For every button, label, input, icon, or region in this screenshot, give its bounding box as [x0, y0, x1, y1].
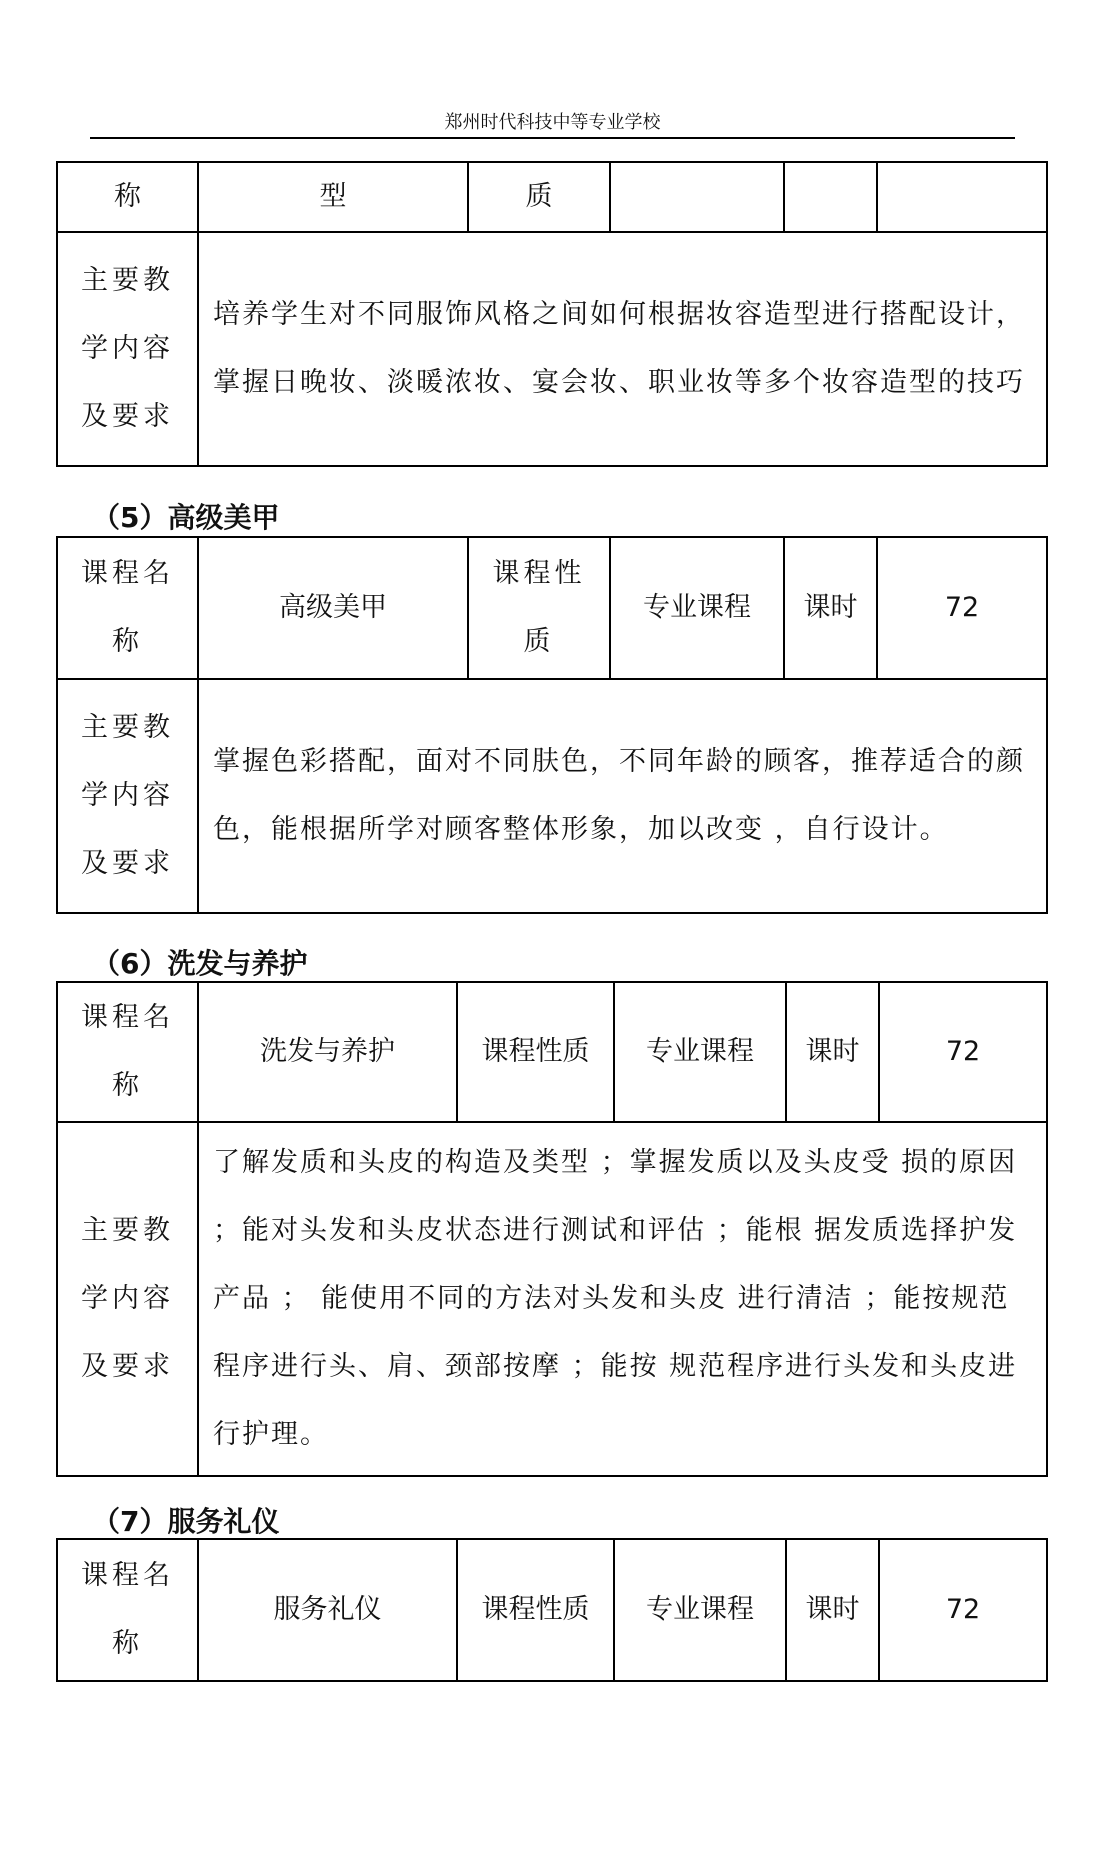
- course-nature: 专业课程: [614, 1539, 786, 1681]
- course-name: 洗发与养护: [198, 982, 457, 1122]
- course-table-continued: [56, 161, 1048, 467]
- header-divider: [90, 137, 1015, 139]
- hours-value: 72: [879, 1539, 1047, 1681]
- content-text: 掌握色彩搭配，面对不同肤色，不同年龄的顾客，推荐适合的颜色，能根据所学对顾客整体形象，加以改变 ，自行设计。: [198, 679, 1047, 913]
- name-label: 课程名 称: [57, 982, 198, 1122]
- nature-label: 课程性质: [457, 982, 614, 1122]
- content-text: 培养学生对不同服饰风格之间如何根据妆容造型进行搭配设计，掌握日晚妆、淡暖浓妆、宴会妆、职业妆等多个妆容造型的技巧: [198, 232, 1047, 466]
- course-table-5: [56, 536, 1048, 914]
- hours-label: 课时: [786, 1539, 879, 1681]
- nature-label-tail: 质: [468, 162, 610, 232]
- page-header: 郑州时代科技中等专业学校: [444, 112, 661, 133]
- course-nature: 专业课程: [614, 982, 786, 1122]
- empty-cell: [610, 162, 784, 232]
- nature-label: 课程性 质: [468, 537, 610, 679]
- course-name: 服务礼仪: [198, 1539, 457, 1681]
- content-label: 主要教 学内容 及要求: [57, 232, 198, 466]
- course-name: 高级美甲: [198, 537, 468, 679]
- section-heading-5: （5）高级美甲: [92, 501, 280, 534]
- content-label: 主要教 学内容 及要求: [57, 1122, 198, 1476]
- course-name-tail: 型: [198, 162, 468, 232]
- course-nature: 专业课程: [610, 537, 784, 679]
- empty-cell: [784, 162, 877, 232]
- name-label-tail: 称: [57, 162, 198, 232]
- hours-label: 课时: [784, 537, 877, 679]
- content-label: 主要教 学内容 及要求: [57, 679, 198, 913]
- hours-value: 72: [879, 982, 1047, 1122]
- section-heading-7: （7）服务礼仪: [92, 1505, 280, 1538]
- content-text: 了解发质和头皮的构造及类型 ；掌握发质以及头皮受 损的原因 ；能对头发和头皮状态进行测试和评估 ；能根 据发质选择护发产品 ； 能使用不同的方法对头发和头皮 进行清洁 ；能按规范程序进行头、肩、颈部按摩 ；能按 规范程序进行头发和头皮进行护理。: [198, 1122, 1047, 1476]
- name-label: 课程名 称: [57, 1539, 198, 1681]
- nature-label: 课程性质: [457, 1539, 614, 1681]
- hours-value: 72: [877, 537, 1047, 679]
- empty-cell: [877, 162, 1047, 232]
- section-heading-6: （6）洗发与养护: [92, 947, 308, 980]
- course-table-7: [56, 1538, 1048, 1682]
- course-table-6: [56, 981, 1048, 1477]
- hours-label: 课时: [786, 982, 879, 1122]
- name-label: 课程名 称: [57, 537, 198, 679]
